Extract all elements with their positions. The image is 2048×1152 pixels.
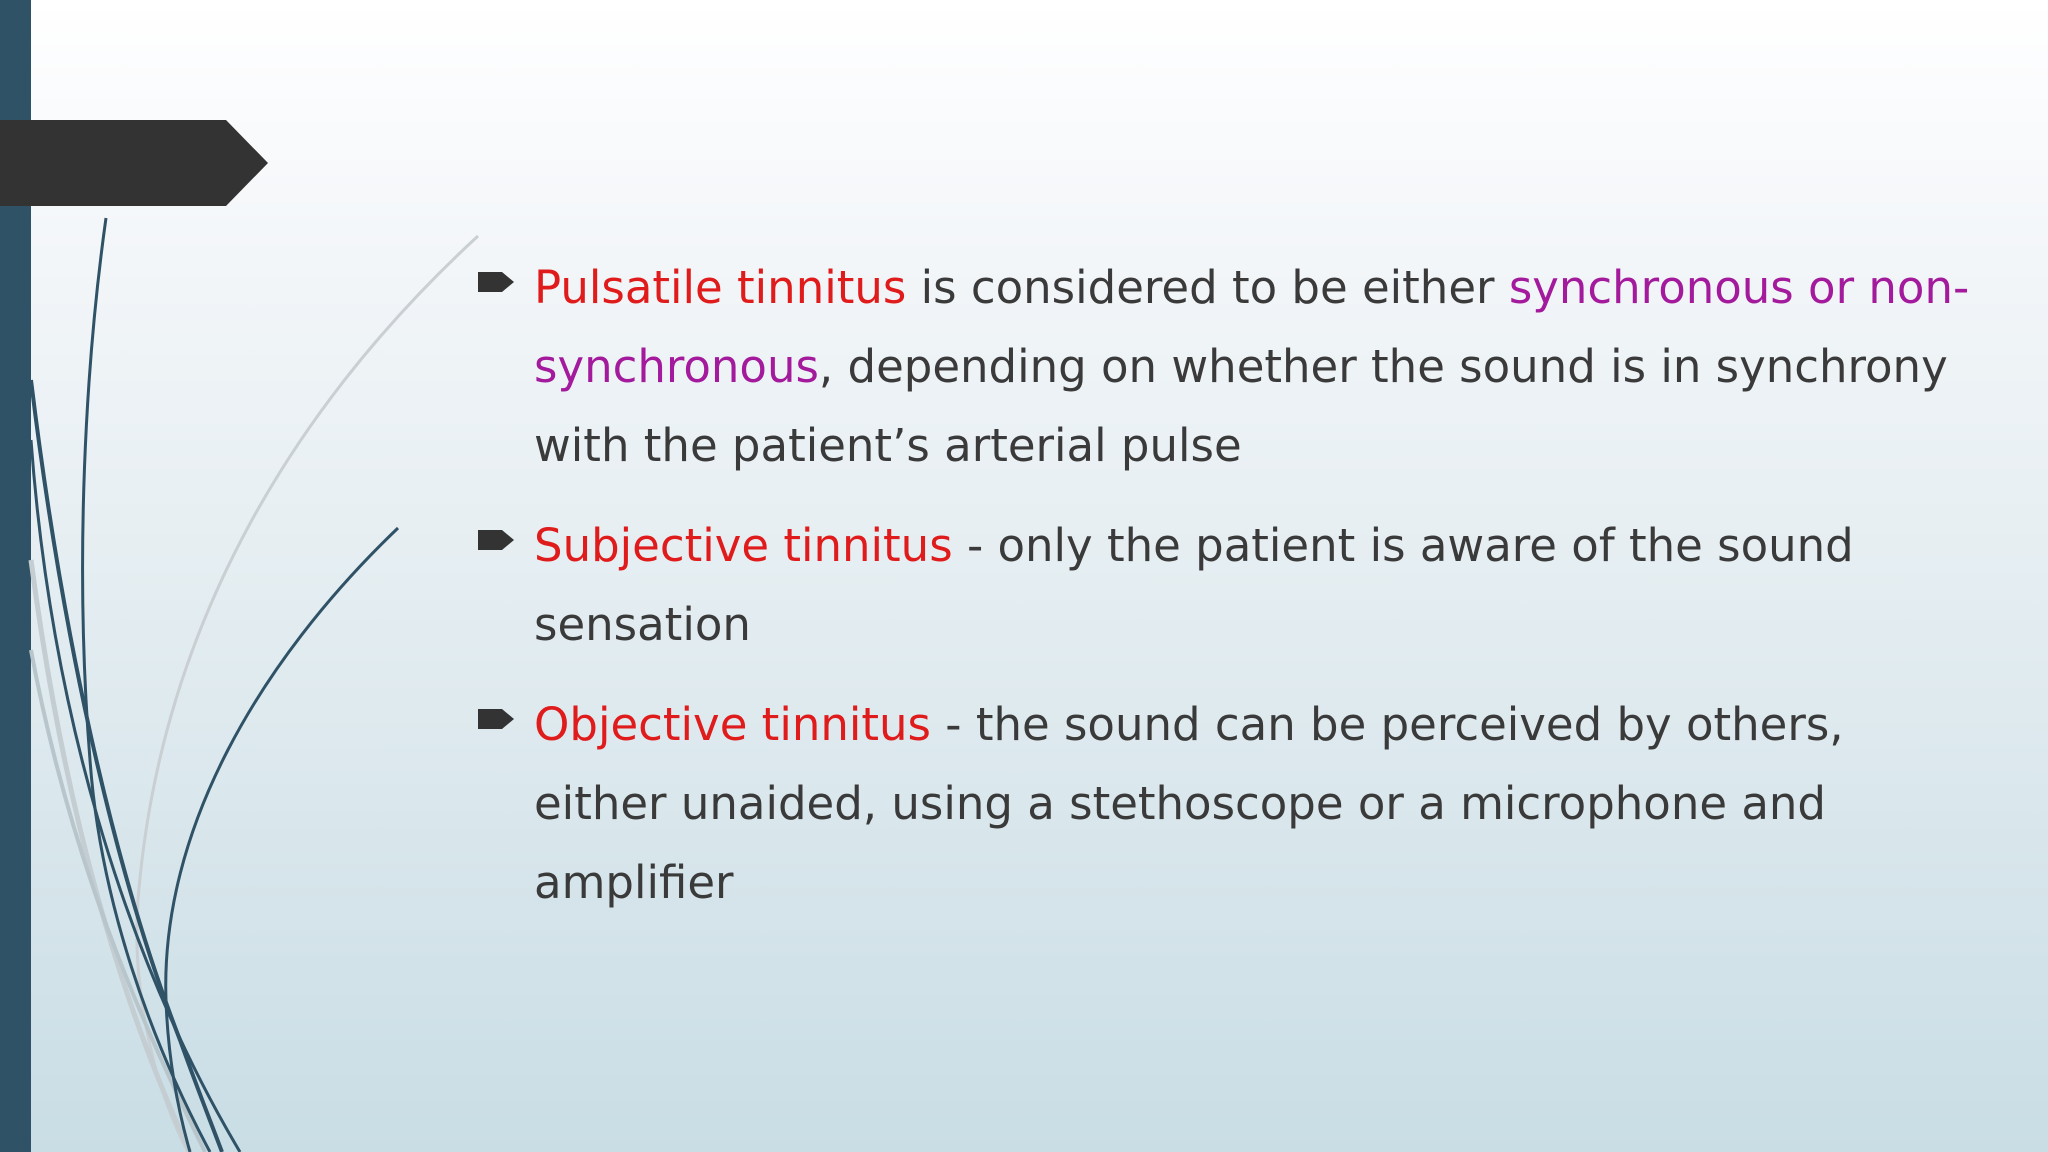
bullet-text: - the sound can be perceived by others, either unaided, using a stethoscope or a microphone and amplifier (534, 698, 1844, 909)
bullet-text: - only the patient is aware of the sound sensation (534, 519, 1854, 651)
title-arrow-shape (0, 120, 268, 206)
arrow-bullet-icon (478, 270, 516, 294)
term-pulsatile: Pulsatile tinnitus (534, 261, 907, 314)
bullet-objective (472, 685, 1972, 922)
arrow-bullet-icon (478, 528, 516, 552)
bullet-text: is considered to be either (906, 261, 1509, 314)
bullet-pulsatile (472, 248, 1972, 485)
bullet-subjective (472, 506, 1972, 664)
bullet-text: , depending on whether the sound is in synchrony with the patient’s arterial pulse (534, 340, 1948, 472)
term-objective: Objective tinnitus (534, 698, 931, 751)
arrow-bullet-icon (478, 707, 516, 731)
bullet-list (472, 248, 1972, 943)
term-subjective: Subjective tinnitus (534, 519, 953, 572)
term-synchronous: synchronous or non-synchronous (534, 261, 1970, 393)
